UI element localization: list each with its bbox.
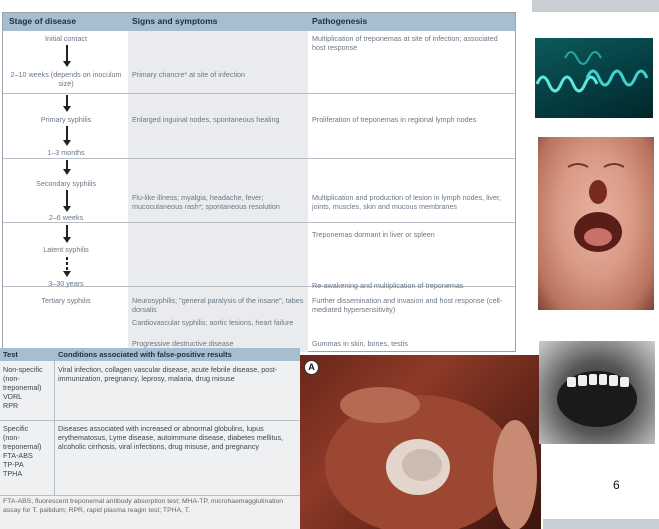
signs-primary: Enlarged inguinal nodes, spontaneous healing: [132, 115, 280, 124]
spirochete-shape: [565, 52, 601, 64]
stage-table-header: [3, 13, 515, 31]
tooth: [567, 377, 576, 387]
row-divider: [3, 222, 515, 223]
test-line: Non-specific: [3, 365, 43, 374]
treponema-micrograph: [535, 38, 653, 118]
test-line: Specific: [3, 424, 29, 433]
signs-cardiovascular: Cardiovascular syphilis; aortic lesions, heart failure: [132, 318, 294, 327]
path-gummas: Gummas in skin, bones, testis: [312, 339, 408, 348]
spirochete-shape: [537, 77, 597, 91]
tooth: [609, 375, 618, 386]
header-pathogenesis: Pathogenesis: [312, 16, 368, 26]
conditions-specific: Diseases associated with increased or abnormal globulins, lupus erythematosus, Lyme disease, autoimmune disease, diabetes mellitus, alcoholic cirrhosis, viral infections, drug misuse, and pregnancy: [58, 424, 284, 451]
tests-footnote: FTA-ABS, fluorescent treponemal antibody absorption test; MHA-TP, microhaemagglutination assay for T. pallidum; RPR, rapid plasma reagin test; TPHA, T.: [3, 498, 284, 514]
down-arrow-icon: [63, 126, 71, 146]
signs-neurosyphilis: Neurosyphilis; "general paralysis of the insane", tabes dorsalis: [132, 296, 304, 314]
stage-primary: Primary syphilis: [40, 115, 92, 124]
path-secondary: Multiplication and production of lesion in lymph nodes, liver, joints, muscles, skin and mucous membranes: [312, 193, 501, 211]
row-divider: [3, 158, 515, 159]
header-stage: Stage of disease: [9, 16, 77, 26]
primary-chancre-photo: [300, 355, 541, 529]
column-divider: [54, 361, 55, 495]
path-reawakening: Re-awakening and multiplication of treponemas: [312, 281, 464, 290]
row-divider: [0, 495, 300, 496]
down-arrow-icon: [63, 160, 71, 175]
test-specific: [3, 424, 53, 478]
path-tertiary: Further dissemination and invasion and host response (cell-mediated hypersensitivity): [312, 296, 503, 314]
test-line: (non-: [3, 433, 20, 442]
dashed-down-arrow-icon: [63, 257, 71, 277]
tooth: [620, 377, 629, 387]
slide-edge: [532, 0, 659, 12]
eye-shape: [568, 164, 588, 167]
row-divider: [0, 420, 300, 421]
tooth: [599, 374, 607, 385]
stage-incubation: 2–10 weeks (depends on inoculum size): [10, 70, 122, 88]
header-test: Test: [3, 350, 18, 359]
syphilis-stage-table: [2, 12, 516, 352]
signs-secondary: Flu-like illness; myalgia, headache, fever; mucocutaneous rash*; spontaneous resolution: [132, 193, 280, 211]
test-line: FTA-ABS: [3, 451, 33, 460]
tongue-shape: [584, 228, 612, 246]
stage-initial-contact: Initial contact: [45, 34, 87, 43]
teeth-illustration: [539, 341, 655, 444]
signs-destructive: Progressive destructive disease: [132, 339, 234, 348]
skin-fold: [340, 387, 420, 423]
row-divider: [3, 93, 515, 94]
stage-latent-duration: 3–30 years: [48, 279, 84, 288]
header-signs: Signs and symptoms: [132, 16, 218, 26]
test-line: (non-: [3, 374, 20, 383]
conditions-nonspecific: Viral infection, collagen vascular disease, acute febrile disease, post-immunization, pregnancy, leprosy, malaria, drug misuse: [58, 365, 278, 383]
hutchinson-teeth-photo: [539, 341, 655, 444]
stage-latent: Latent syphilis: [43, 245, 89, 254]
photo-label-a: A: [304, 360, 319, 375]
eye-shape: [604, 164, 624, 167]
down-arrow-icon: [63, 45, 71, 67]
down-arrow-icon: [63, 95, 71, 112]
finger-shape: [493, 420, 537, 529]
stage-secondary-duration: 2–6 weeks: [48, 213, 84, 222]
test-line: RPR: [3, 401, 19, 410]
test-line: VDRL: [3, 392, 23, 401]
chancre-illustration: [300, 355, 541, 529]
down-arrow-icon: [63, 190, 71, 212]
path-primary: Proliferation of treponemas in regional lymph nodes: [312, 115, 477, 124]
header-conditions: Conditions associated with false-positive results: [58, 350, 232, 359]
slide-edge: [543, 519, 659, 529]
spirochete-illustration: [535, 38, 653, 118]
nose-shape: [589, 180, 607, 204]
stage-primary-duration: 1–3 months: [47, 148, 85, 157]
stage-secondary: Secondary syphilis: [36, 179, 96, 188]
test-line: TP-PA: [3, 460, 24, 469]
page-number: 6: [613, 478, 620, 492]
test-line: treponemal): [3, 442, 42, 451]
down-arrow-icon: [63, 225, 71, 243]
tooth: [578, 375, 587, 386]
tooth: [589, 374, 597, 385]
infant-face-illustration: [538, 137, 654, 310]
test-nonspecific: [3, 365, 53, 410]
tests-table-header: [0, 348, 300, 361]
path-initial: Multiplication of treponemas at site of infection; associated host response: [312, 34, 498, 52]
test-line: TPHA: [3, 469, 23, 478]
lesion-center: [402, 449, 442, 481]
signs-chancre: Primary chancre* at site of infection: [132, 70, 246, 79]
path-latent: Treponemas dormant in liver or spleen: [312, 230, 435, 239]
congenital-syphilis-photo: [538, 137, 654, 310]
test-line: treponemal): [3, 383, 42, 392]
stage-tertiary: Tertiary syphilis: [41, 296, 91, 305]
